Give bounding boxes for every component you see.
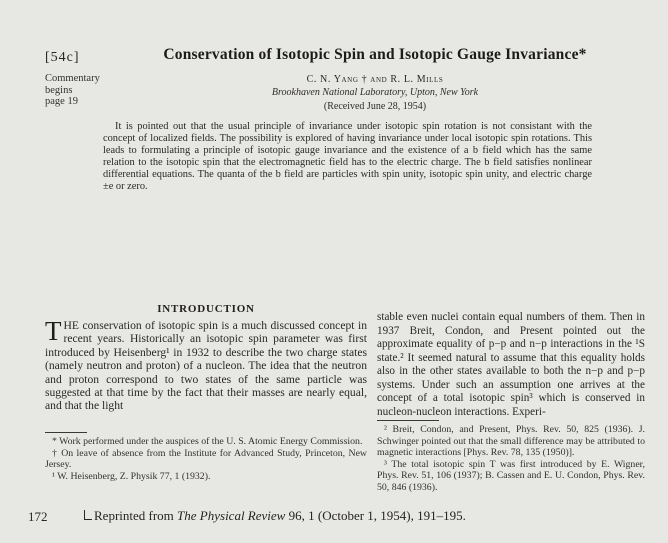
footnote-rule-left (45, 432, 87, 433)
footnote-rule-right (377, 420, 439, 421)
footnote: * Work performed under the auspices of the U. S. Atomic Energy Commission. (52, 436, 363, 447)
margin-note (45, 50, 100, 108)
corner-mark-icon (84, 510, 92, 520)
right-column-footnotes (377, 424, 645, 494)
footnote: ³ The total isotopic spin T was first introduced by E. Wigner, Phys. Rev. 51, 106 (1937); B. Cassen and E. U. Condon, Phys. Rev. 50, 846 (1936). (377, 458, 645, 493)
margin-note-line: page 19 (45, 96, 78, 107)
reprint-credit-prefix: Reprinted from (94, 508, 178, 523)
reprint-credit (84, 508, 466, 524)
page-number: 172 (28, 509, 48, 524)
margin-note-line: begins (45, 84, 73, 96)
abstract-paragraph: It is pointed out that the usual principle of invariance under isotopic spin rotation is not consistant with the concept of localized fields. The possibility is explored of having invariance under local isotopic spin rotations. This leads to formulating a principle of isotopic gauge invariance and the existence of a b field which has the same relation to the isotopic spin that the electromagnetic field has to the electric charge. The b field satisfies nonlinear differential equations. The quanta of the b field are particles with spin unity, isotopic spin unity, and electric charge ±e or zero. (103, 121, 592, 192)
footnote: ¹ W. Heisenberg, Z. Physik 77, 1 (1932). (52, 470, 211, 482)
authors-line: C. N. Yang † and R. L. Mills (306, 74, 444, 85)
section-heading-introduction: INTRODUCTION (157, 303, 255, 315)
reprint-ref-tag: [54c] (45, 50, 80, 65)
right-column-paragraph: stable even nuclei contain equal numbers of them. Then in 1937 Breit, Condon, and Present pointed out the approximate equality of p−p and n−p interactions in the ¹S state.² It seemed natural to assume that this equality holds also in the other states available to both the n−p and p−p systems. Under such an assumption one arrives at the concept of a total isotopic spin³ which is conserved in nucleon-nucleon interactions. Experi- (377, 311, 645, 418)
left-column-text: HE conservation of isotopic spin is a much discussed concept in recent years. Historically an isotopic spin parameter was first introduced by Heisenberg¹ in 1932 to describe the two charge states (namely neutron and proton) of a nucleon. The idea that the neutron and proton correspond to two states of the same particle was suggested at that time by the fact that their masses are nearly equal, and that the light (45, 319, 367, 413)
left-column-paragraph (45, 316, 367, 413)
footnote: ² Breit, Condon, and Present, Phys. Rev. 50, 825 (1936). J. Schwinger pointed out that the small difference may be attributed to magnetic interactions [Phys. Rev. 78, 135 (1950)]. (377, 424, 645, 459)
reprint-credit-suffix: 96, 1 (October 1, 1954), 191–195. (285, 508, 466, 523)
paper-title: Conservation of Isotopic Spin and Isotopic Gauge Invariance* (163, 46, 587, 63)
affiliation-line: Brookhaven National Laboratory, Upton, New York (271, 87, 479, 98)
left-column-footnotes (45, 436, 367, 482)
paper-header (125, 46, 625, 112)
reprint-journal-title: The Physical Review (177, 508, 286, 523)
footnote: † On leave of absence from the Institute for Advanced Study, Princeton, New Jersey. (45, 447, 367, 471)
received-date: (Received June 28, 1954) (323, 101, 427, 112)
margin-note-line: Commentary (45, 73, 100, 84)
dropcap-letter: T (45, 316, 62, 346)
